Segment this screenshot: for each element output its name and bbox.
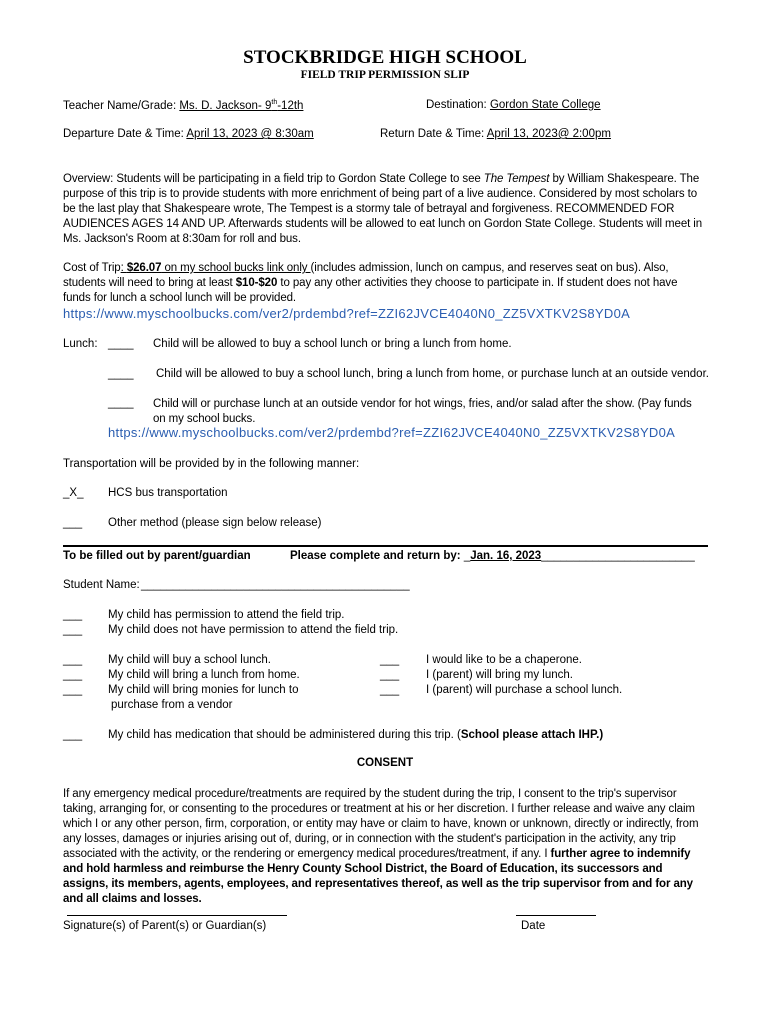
transport-blank-other[interactable]: ___: [63, 517, 83, 529]
destination-label: Destination:: [426, 99, 487, 111]
student-name-label: Student Name:: [63, 579, 140, 591]
return-by-date: Jan. 16, 2023: [470, 550, 542, 562]
check-blank[interactable]: ___: [63, 669, 83, 681]
lunch-blank-1[interactable]: ____: [108, 338, 134, 350]
check-blank[interactable]: ___: [63, 684, 83, 696]
destination-value: Gordon State College: [489, 99, 601, 111]
transport-option-bus: HCS bus transportation: [108, 487, 228, 499]
teacher-label: Teacher Name/Grade:: [63, 99, 177, 112]
check-blank[interactable]: ___: [63, 729, 83, 741]
teacher-row: [63, 99, 303, 112]
permission-yes: My child has permission to attend the field trip.: [108, 609, 345, 621]
check-blank[interactable]: ___: [380, 669, 400, 681]
check-blank[interactable]: ___: [63, 654, 83, 666]
signature-label: Signature(s) of Parent(s) or Guardian(s): [63, 920, 267, 932]
bring-lunch: My child will bring a lunch from home.: [108, 669, 300, 681]
lunch-blank-2[interactable]: ____: [108, 368, 134, 380]
check-blank[interactable]: ___: [380, 654, 400, 666]
lunch-label: Lunch:: [63, 338, 98, 350]
departure-value: April 13, 2023 @ 8:30am: [186, 128, 314, 140]
return-value: April 13, 2023@ 2:00pm: [486, 128, 611, 140]
departure-row: [63, 128, 314, 140]
section-divider: [63, 545, 708, 547]
transport-mark-bus[interactable]: _X_: [63, 487, 84, 499]
overview-paragraph: Overview: Students will be participating in a field trip to Gordon State College to see The Tempest by William Shakespeare. The purpose of this trip is to provide students with more enrichment of being part of a live audience. Considered by most scholars to be the last play that Shakespeare wrote, The Tempest is a stormy tale of betrayal and forgiveness. RECOMMENDED FOR AUDIENCES AGES 14 AND UP. Afterwards students will be allowed to eat lunch on Gordon State College. Students will meet in Ms. Jackson's Room at 8:30am for roll and bus.: [63, 173, 703, 245]
bring-monies: My child will bring monies for lunch to: [108, 684, 299, 696]
transport-intro: Transportation will be provided by in the following manner:: [63, 458, 360, 470]
consent-paragraph: If any emergency medical procedure/treatments are required by the student during the trip, I consent to the trip's supervisor taking, arranging for, or consenting to the procedures or treatment at his or her discretion. I further release and waive any claim which I or any other person, firm, corporation, or entity may have or claim to have, known or unknown, directly or indirectly, from any losses, damages or injuries arising out of, during, or in connection with the student's participation in the activity, any trip associated with the activity, or the rendering or emergency medical procedures/treatment, if any. I further agree to indemnify and hold harmless and reimburse the Henry County School District, the Board of Education, its successors and assigns, its members, agents, employees, and representatives thereof, as well as the trip supervisor from and for any and all claims and losses.: [63, 788, 699, 905]
check-blank[interactable]: ___: [63, 609, 83, 621]
destination-row: [426, 99, 601, 111]
parent-buy-lunch: I (parent) will purchase a school lunch.: [426, 684, 623, 696]
return-by: Please complete and return by: _Jan. 16, 2023________________________: [290, 550, 695, 562]
teacher-value: Ms. D. Jackson- 9th-12th: [179, 99, 304, 112]
chaperone: I would like to be a chaperone.: [426, 654, 582, 666]
form-title: FIELD TRIP PERMISSION SLIP: [300, 69, 470, 81]
buy-school-lunch: My child will buy a school lunch.: [108, 654, 271, 666]
date-line[interactable]: [516, 915, 596, 916]
departure-label: Departure Date & Time:: [63, 128, 184, 140]
lunch-option-3: Child will or purchase lunch at an outside vendor for hot wings, fries, and/or salad after the show. (Pay funds on my school bucks.: [153, 398, 692, 425]
bring-monies-cont: purchase from a vendor: [111, 699, 233, 711]
check-blank[interactable]: ___: [380, 684, 400, 696]
return-label: Return Date & Time:: [380, 128, 485, 140]
date-label: Date: [521, 920, 546, 932]
permission-no: My child does not have permission to attend the field trip.: [108, 624, 399, 636]
lunch-option-2: Child will be allowed to buy a school lunch, bring a lunch from home, or purchase lunch at an outside vendor.: [156, 368, 709, 380]
cost-amount: : $26.07 on my school bucks link only: [120, 262, 311, 274]
payment-link-2[interactable]: https://www.myschoolbucks.com/ver2/prdembd?ref=ZZI62JVCE4040N0_ZZ5VXTKV2S8YD0A: [108, 425, 676, 440]
return-row: [380, 128, 611, 140]
lunch-option-1: Child will be allowed to buy a school lunch or bring a lunch from home.: [153, 338, 512, 350]
transport-option-other: Other method (please sign below release): [108, 517, 322, 529]
play-title: The Tempest: [483, 173, 550, 185]
parent-section-heading: To be filled out by parent/guardian: [63, 550, 251, 562]
lunch-blank-3[interactable]: ____: [108, 397, 134, 409]
consent-heading: CONSENT: [356, 757, 414, 769]
school-name: STOCKBRIDGE HIGH SCHOOL: [243, 47, 527, 68]
student-name-field[interactable]: __________________________________________: [141, 579, 410, 591]
check-blank[interactable]: ___: [63, 624, 83, 636]
signature-line[interactable]: [67, 915, 287, 916]
cost-paragraph: Cost of Trip: $26.07 on my school bucks link only (includes admission, lunch on campus, and reserves seat on bus). Also, students will need to bring at least $10-$20 to pay any other activities they choose to participate in. If student does not have funds for lunch a school lunch will be provided.: [63, 262, 678, 304]
medication: My child has medication that should be administered during this trip. (School please attach IHP.): [108, 729, 604, 741]
payment-link[interactable]: https://www.myschoolbucks.com/ver2/prdembd?ref=ZZI62JVCE4040N0_ZZ5VXTKV2S8YD0A: [63, 306, 631, 321]
parent-bring-lunch: I (parent) will bring my lunch.: [426, 669, 573, 681]
